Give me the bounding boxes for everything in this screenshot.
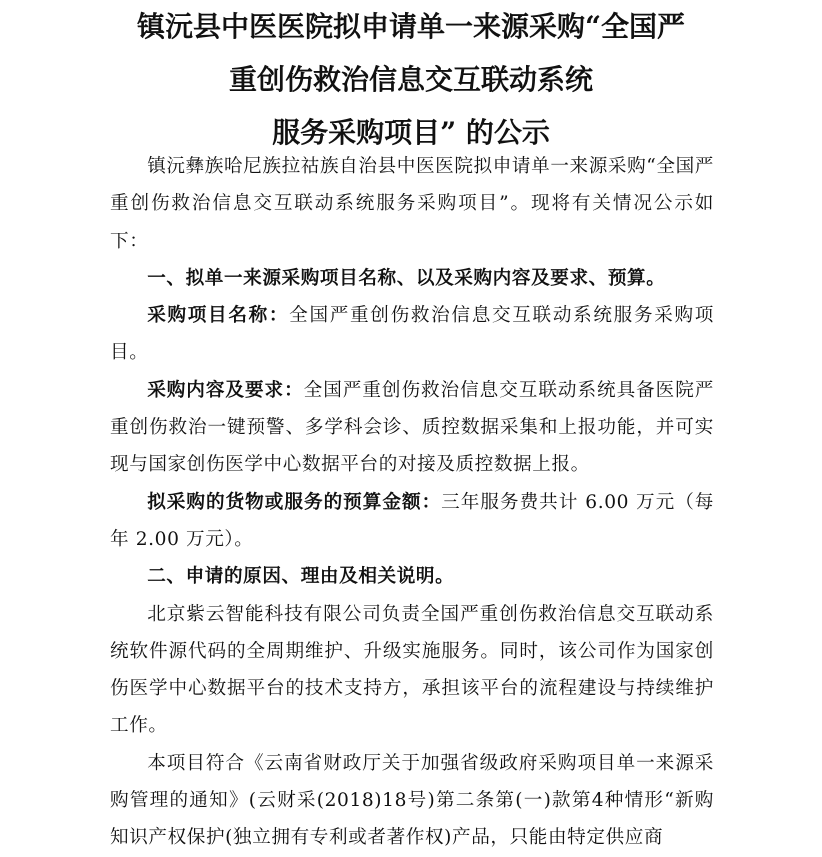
project-name-paragraph — [110, 297, 714, 372]
title-line-3: 服务采购项目” 的公示 — [272, 116, 550, 149]
budget-label: 拟采购的货物或服务的预算金额： — [147, 491, 442, 513]
content-paragraph — [110, 372, 714, 484]
reason-paragraph-2: 本项目符合《云南省财政厅关于加强省级政府采购项目单一来源采购管理的通知》(云财采(2018)18号)第二条第(一)款第4种情形“新购知识产权保护(独立拥有专利或者著作权)产品，只能由特定供应商 — [110, 752, 714, 849]
content-label: 采购内容及要求： — [147, 379, 304, 401]
reason-paragraph-1: 北京紫云智能科技有限公司负责全国严重创伤救治信息交互联动系统软件源代码的全周期维护、升级实施服务。同时，该公司作为国家创伤医学中心数据平台的技术支持方，承担该平台的流程建设与持续维护工作。 — [110, 603, 714, 737]
budget-paragraph — [110, 484, 714, 559]
project-name-label: 采购项目名称： — [147, 305, 290, 327]
section-2-heading: 二、申请的原因、理由及相关说明。 — [147, 566, 455, 588]
intro-paragraph: 镇沅彝族哈尼族拉祜族自治县中医医院拟申请单一来源采购“全国严重创伤救治信息交互联动系统服务采购项目”。现将有关情况公示如下： — [110, 156, 714, 252]
section-1-heading: 一、拟单一来源采购项目名称、以及采购内容及要求、预算。 — [147, 267, 666, 289]
budget-value: 三年服务费共计 6.00 万元（每年 2.00 万元）。 — [110, 491, 714, 550]
project-name-value: 全国严重创伤救治信息交互联动系统服务采购项目。 — [110, 305, 715, 364]
content-value: 全国严重创伤救治信息交互联动系统具备医院严重创伤救治一键预警、多学科会诊、质控数据采集和上报功能，并可实现与国家创伤医学中心数据平台的对接及质控数据上报。 — [110, 379, 714, 476]
title-line-2: 重创伤救治信息交互联动系统 — [228, 63, 593, 96]
document-title — [60, 0, 762, 159]
title-line-1: 镇沅县中医医院拟申请单一来源采购“全国严 — [136, 10, 686, 43]
document-body — [110, 148, 714, 857]
